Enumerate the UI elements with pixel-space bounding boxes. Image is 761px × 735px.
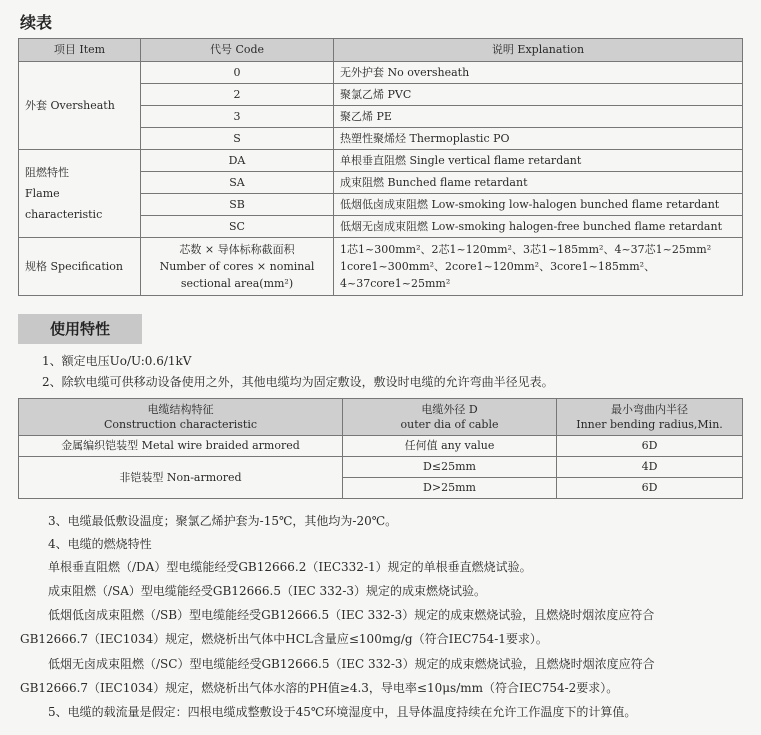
header-construction [19,399,343,436]
note-sc-line2: GB12666.7（IEC1034）规定，燃烧析出气体水溶的PH值≥4.3，导电率≤10μs/mm（符合IEC754-2要求）。 [20,681,619,695]
note-current-capacity: 5、电缆的载流量是假定：四根电缆成整敷设于45℃环境湿度中，且导体温度持续在允许工作温度下的计算值。 [48,705,637,719]
model-code-table [18,38,743,296]
header-en: Construction characteristic [103,418,258,431]
explanation-cell: 聚氯乙烯 PVC [334,84,743,106]
spec-code-line: sectional area(mm²) [180,277,294,290]
section-title: 使用特性 [18,314,142,344]
header-outer-dia [343,399,557,436]
item-flame-characteristic [19,150,141,238]
explanation-cell: 低烟低卤成束阻燃 Low-smoking low-halogen bunched flame retardant [334,194,743,216]
table-row [19,238,743,296]
table-row [19,150,743,172]
item-oversheath: 外套 Oversheath [19,62,141,150]
dia-cell: D>25mm [343,478,557,499]
item-flame-en: Flame characteristic [25,187,103,221]
table-header-row [19,39,743,62]
header-explanation: 说明 Explanation [334,39,743,62]
note-da: 单根垂直阻燃（/DA）型电缆能经受GB12666.2（IEC332-1）规定的单根垂直燃烧试验。 [48,560,532,574]
code-cell: 2 [141,84,334,106]
code-cell: 3 [141,106,334,128]
dia-cell: 任何值 any value [343,436,557,457]
item-flame-cn: 阻燃特性 [25,166,69,179]
header-bending-radius [557,399,743,436]
table-row [19,62,743,84]
construction-cell: 金属编织铠装型 Metal wire braided armored [19,436,343,457]
note-sb-line2: GB12666.7（IEC1034）规定，燃烧析出气体中HCL含量应≤100mg/g（符合IEC754-1要求）。 [20,632,548,646]
header-cn: 电缆外径 D [421,403,478,416]
spec-code-line: 芯数 × 导体标称截面积 [179,243,295,256]
code-cell: SA [141,172,334,194]
code-cell: SC [141,216,334,238]
spec-explanation-line: 4~37core1~25mm² [340,277,451,290]
explanation-cell: 低烟无卤成束阻燃 Low-smoking halogen-free bunched flame retardant [334,216,743,238]
header-en: outer dia of cable [400,418,499,431]
spec-explanation-cell [334,238,743,296]
header-code: 代号 Code [141,39,334,62]
page-title: 续表 [20,13,53,32]
table-row [19,436,743,457]
note-sc-line1: 低烟无卤成束阻燃（/SC）型电缆能经受GB12666.5（IEC 332-3）规定的成束燃烧试验，且燃烧时烟浓度应符合 [48,657,655,671]
note-sb-line1: 低烟低卤成束阻燃（/SB）型电缆能经受GB12666.5（IEC 332-3）规定的成束燃烧试验，且燃烧时烟浓度应符合 [48,608,655,622]
item-specification: 规格 Specification [19,238,141,296]
spec-explanation-line: 1core1~300mm²、2core1~120mm²、3core1~185mm²、 [340,260,656,273]
spec-code-line: Number of cores × nominal [159,260,315,273]
explanation-cell: 聚乙烯 PE [334,106,743,128]
code-cell: DA [141,150,334,172]
code-cell: S [141,128,334,150]
table-header-row [19,399,743,436]
spec-explanation-line: 1芯1~300mm²、2芯1~120mm²、3芯1~185mm²、4~37芯1~25mm² [340,243,712,256]
spec-line-installation: 2、除软电缆可供移动设备使用之外，其他电缆均为固定敷设，敷设时电缆的允许弯曲半径见表。 [42,375,554,389]
radius-cell: 6D [557,436,743,457]
radius-cell: 6D [557,478,743,499]
header-cn: 最小弯曲内半径 [611,403,688,416]
bending-radius-table [18,398,743,499]
code-cell: 0 [141,62,334,84]
dia-cell: D≤25mm [343,457,557,478]
note-laying-temperature: 3、电缆最低敷设温度；聚氯乙烯护套为-15℃，其他均为-20℃。 [48,514,398,528]
header-cn: 电缆结构特征 [147,403,214,416]
explanation-cell: 无外护套 No oversheath [334,62,743,84]
spec-code-cell [141,238,334,296]
note-combustion-heading: 4、电缆的燃烧特性 [48,537,152,551]
code-cell: SB [141,194,334,216]
explanation-cell: 成束阻燃 Bunched flame retardant [334,172,743,194]
header-en: Inner bending radius,Min. [576,418,723,431]
note-sa: 成束阻燃（/SA）型电缆能经受GB12666.5（IEC 332-3）规定的成束燃烧试验。 [48,584,487,598]
radius-cell: 4D [557,457,743,478]
construction-cell: 非铠装型 Non-armored [19,457,343,499]
spec-line-voltage: 1、额定电压Uo/U:0.6/1kV [42,354,192,368]
explanation-cell: 热塑性聚烯烃 Thermoplastic PO [334,128,743,150]
explanation-cell: 单根垂直阻燃 Single vertical flame retardant [334,150,743,172]
table-row [19,457,743,478]
header-item: 项目 Item [19,39,141,62]
